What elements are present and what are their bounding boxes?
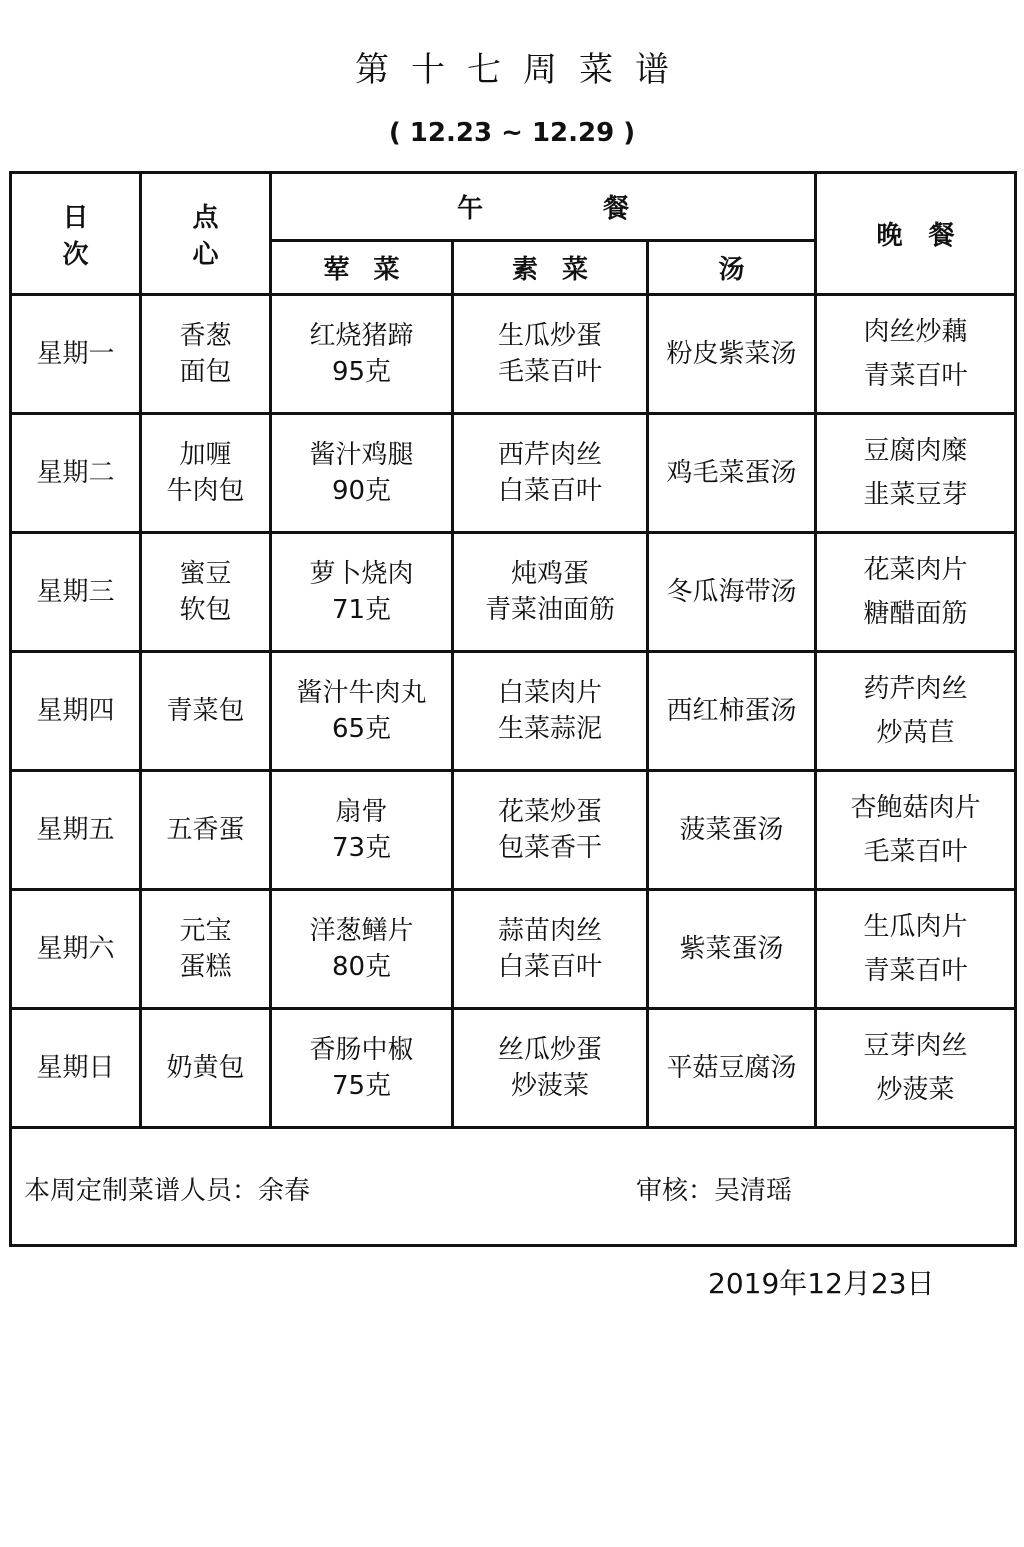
veg-cell: 西芹肉丝 白菜百叶 xyxy=(453,414,648,533)
snack-cell: 青菜包 xyxy=(141,652,271,771)
meat-cell: 香肠中椒 75克 xyxy=(271,1009,453,1128)
dinner-cell: 杏鲍菇肉片 毛菜百叶 xyxy=(816,771,1016,890)
day-cell: 星期二 xyxy=(11,414,141,533)
soup-cell: 菠菜蛋汤 xyxy=(648,771,816,890)
menu-table xyxy=(9,171,1017,1247)
dinner-cell: 生瓜肉片 青菜百叶 xyxy=(816,890,1016,1009)
header-lunch: 午餐 xyxy=(271,173,816,241)
day-cell: 星期一 xyxy=(11,295,141,414)
snack-cell: 蜜豆 软包 xyxy=(141,533,271,652)
veg-cell: 花菜炒蛋 包菜香干 xyxy=(453,771,648,890)
meat-cell: 酱汁牛肉丸 65克 xyxy=(271,652,453,771)
snack-cell: 香葱 面包 xyxy=(141,295,271,414)
reviewer-label: 审核：吴清瑶 xyxy=(636,1176,793,1206)
staff-label: 本周定制菜谱人员：余春 xyxy=(24,1176,311,1206)
soup-cell: 西红柿蛋汤 xyxy=(648,652,816,771)
header-meat: 荤菜 xyxy=(271,241,453,295)
veg-cell: 白菜肉片 生菜蒜泥 xyxy=(453,652,648,771)
snack-cell: 五香蛋 xyxy=(141,771,271,890)
meat-cell: 酱汁鸡腿 90克 xyxy=(271,414,453,533)
veg-cell: 生瓜炒蛋 毛菜百叶 xyxy=(453,295,648,414)
dinner-cell: 肉丝炒藕 青菜百叶 xyxy=(816,295,1016,414)
issue-date: 2019年12月23日 xyxy=(708,1267,935,1300)
soup-cell: 鸡毛菜蛋汤 xyxy=(648,414,816,533)
table-row xyxy=(11,414,1016,533)
header-soup: 汤 xyxy=(648,241,816,295)
date-range: ( 12.23 ~ 12.29 ) xyxy=(388,118,636,148)
footer-row xyxy=(11,1128,1016,1246)
meat-cell: 红烧猪蹄 95克 xyxy=(271,295,453,414)
header-veg: 素菜 xyxy=(453,241,648,295)
header-day: 日次 xyxy=(11,173,141,295)
meat-cell: 扇骨 73克 xyxy=(271,771,453,890)
table-row xyxy=(11,771,1016,890)
table-row xyxy=(11,652,1016,771)
veg-cell: 丝瓜炒蛋 炒菠菜 xyxy=(453,1009,648,1128)
header-dinner: 晚餐 xyxy=(816,173,1016,295)
day-cell: 星期五 xyxy=(11,771,141,890)
soup-cell: 粉皮紫菜汤 xyxy=(648,295,816,414)
snack-cell: 加喱 牛肉包 xyxy=(141,414,271,533)
snack-cell: 奶黄包 xyxy=(141,1009,271,1128)
day-cell: 星期六 xyxy=(11,890,141,1009)
table-row xyxy=(11,890,1016,1009)
dinner-cell: 花菜肉片 糖醋面筋 xyxy=(816,533,1016,652)
veg-cell: 炖鸡蛋 青菜油面筋 xyxy=(453,533,648,652)
soup-cell: 平菇豆腐汤 xyxy=(648,1009,816,1128)
table-row xyxy=(11,1009,1016,1128)
header-snack: 点心 xyxy=(141,173,271,295)
dinner-cell: 药芹肉丝 炒莴苣 xyxy=(816,652,1016,771)
soup-cell: 紫菜蛋汤 xyxy=(648,890,816,1009)
table-row xyxy=(11,295,1016,414)
table-row xyxy=(11,533,1016,652)
dinner-cell: 豆芽肉丝 炒菠菜 xyxy=(816,1009,1016,1128)
veg-cell: 蒜苗肉丝 白菜百叶 xyxy=(453,890,648,1009)
snack-cell: 元宝 蛋糕 xyxy=(141,890,271,1009)
page-title: 第十七周菜谱 xyxy=(355,50,691,90)
day-cell: 星期四 xyxy=(11,652,141,771)
meat-cell: 洋葱鳝片 80克 xyxy=(271,890,453,1009)
soup-cell: 冬瓜海带汤 xyxy=(648,533,816,652)
dinner-cell: 豆腐肉糜 韭菜豆芽 xyxy=(816,414,1016,533)
day-cell: 星期三 xyxy=(11,533,141,652)
meat-cell: 萝卜烧肉 71克 xyxy=(271,533,453,652)
day-cell: 星期日 xyxy=(11,1009,141,1128)
